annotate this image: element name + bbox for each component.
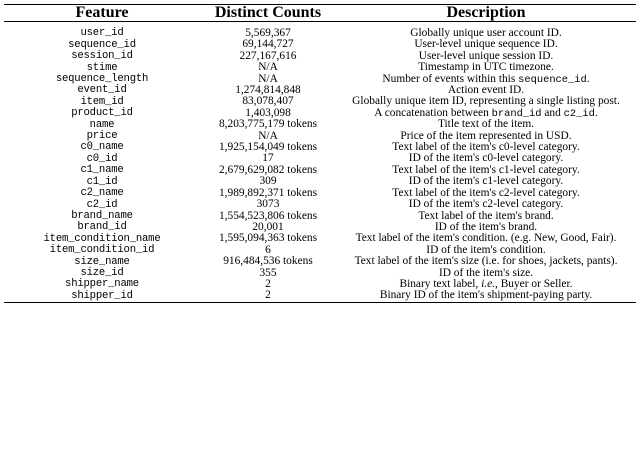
distinct-counts-cell: 1,403,098 <box>245 106 291 119</box>
distinct-counts-cell: 355 <box>259 266 277 279</box>
distinct-counts-cell: 17 <box>262 152 274 165</box>
feature-name-cell: c0_id <box>86 152 118 165</box>
feature-name-cell: c2_name <box>80 187 124 200</box>
description-cell: Number of events within this sequence_id. <box>382 72 590 86</box>
description-cell: Text label of the item's c1-level category. <box>392 163 580 176</box>
feature-name-cell: c1_id <box>86 175 118 188</box>
description-cell: Binary text label, i.e., Buyer or Seller. <box>399 277 573 290</box>
description-cell: Text label of the item's size (i.e. for shoes, jackets, pants). <box>354 255 618 268</box>
feature-name-cell: event_id <box>77 84 127 97</box>
table-row <box>4 62 636 73</box>
feature-name-cell: size_name <box>74 255 130 268</box>
feature-name-cell: item_condition_id <box>49 244 155 257</box>
distinct-counts-cell: 83,078,407 <box>242 95 294 108</box>
table-body <box>4 28 636 302</box>
distinct-counts-cell: 1,595,094,363 tokens <box>218 232 318 245</box>
description-cell: User-level unique session ID. <box>418 49 554 62</box>
table-row <box>4 199 636 210</box>
distinct-counts-cell: 6 <box>265 243 271 256</box>
column-header-distinct-counts: Distinct Counts <box>214 4 322 21</box>
description-cell: Timestamp in UTC timezone. <box>418 61 554 74</box>
feature-name-cell: brand_id <box>77 221 127 234</box>
description-cell: ID of the item's c2-level category. <box>408 198 564 211</box>
table-row <box>4 256 636 267</box>
feature-name-cell: c2_id <box>86 198 118 211</box>
feature-name-cell: sequence_id <box>68 38 136 51</box>
description-cell: Price of the item represented in USD. <box>400 129 572 142</box>
feature-name-cell: item_condition_name <box>43 232 161 245</box>
distinct-counts-cell: 5,569,367 <box>245 27 291 39</box>
description-cell: ID of the item's size. <box>438 266 534 279</box>
description-cell: ID of the item's condition. <box>426 243 546 256</box>
feature-name-cell: c1_name <box>80 164 124 177</box>
description-cell: Text label of the item's c2-level category. <box>392 186 580 199</box>
inline-code: c2_id <box>563 107 595 120</box>
description-cell: Text label of the item's c0-level category. <box>392 141 580 154</box>
feature-name-cell: product_id <box>71 107 133 120</box>
feature-name-cell: brand_name <box>71 209 133 222</box>
table-header-row <box>4 5 636 22</box>
distinct-counts-cell: N/A <box>258 61 278 74</box>
description-cell: User-level unique sequence ID. <box>414 38 558 51</box>
feature-name-cell: item_id <box>80 95 124 108</box>
distinct-counts-cell: 2 <box>265 277 271 290</box>
distinct-counts-cell: 1,554,523,806 tokens <box>218 209 318 222</box>
inline-code: brand_id <box>491 107 542 120</box>
column-header-feature: Feature <box>75 4 129 21</box>
table-row <box>4 108 636 119</box>
distinct-counts-cell: 8,203,775,179 tokens <box>218 118 318 131</box>
feature-name-cell: size_id <box>80 266 124 279</box>
table-bottom-rule <box>4 302 636 303</box>
distinct-counts-cell: 3073 <box>256 198 280 211</box>
description-cell: Binary ID of the item's shipment-paying party. <box>379 289 593 302</box>
feature-name-cell: session_id <box>71 50 133 63</box>
feature-name-cell: price <box>86 130 118 143</box>
distinct-counts-cell: N/A <box>258 72 278 85</box>
distinct-counts-cell: 1,274,814,848 <box>235 84 301 97</box>
description-cell: A concatenation between brand_id and c2_id. <box>374 106 598 120</box>
feature-name-cell: shipper_id <box>71 289 133 302</box>
description-cell: Globally unique item ID, representing a single listing post. <box>352 95 620 108</box>
table-row <box>4 74 636 85</box>
feature-name-cell: user_id <box>80 27 124 40</box>
feature-name-cell: c0_name <box>80 141 124 154</box>
distinct-counts-cell: 20,001 <box>252 220 284 233</box>
description-cell: Text label of the item's condition. (e.g. New, Good, Fair). <box>355 232 617 245</box>
distinct-counts-cell: 2 <box>265 289 271 302</box>
description-cell: Title text of the item. <box>437 118 535 131</box>
distinct-counts-cell: 916,484,536 tokens <box>223 255 313 268</box>
distinct-counts-cell: N/A <box>258 129 278 142</box>
table-row <box>4 290 636 302</box>
description-cell: ID of the item's brand. <box>434 220 538 233</box>
distinct-counts-cell: 309 <box>259 175 277 188</box>
feature-name-cell: shipper_name <box>65 278 139 291</box>
table-row <box>4 211 636 222</box>
distinct-counts-cell: 2,679,629,082 tokens <box>218 163 318 176</box>
description-cell: Globally unique user account ID. <box>410 27 562 39</box>
column-header-description: Description <box>446 4 526 21</box>
description-cell: Action event ID. <box>447 84 525 97</box>
table-row <box>4 233 636 244</box>
distinct-counts-cell: 1,989,892,371 tokens <box>218 186 318 199</box>
feature-name-cell: sequence_length <box>55 73 149 86</box>
description-cell: Text label of the item's brand. <box>418 209 554 222</box>
table-row <box>4 119 636 130</box>
feature-name-cell: name <box>89 118 115 131</box>
description-cell: ID of the item's c1-level category. <box>408 175 564 188</box>
distinct-counts-cell: 69,144,727 <box>242 38 294 51</box>
feature-name-cell: stime <box>86 61 118 74</box>
distinct-counts-cell: 227,167,616 <box>239 49 297 62</box>
inline-emphasis: i.e. <box>481 277 495 290</box>
distinct-counts-cell: 1,925,154,049 tokens <box>218 141 318 154</box>
feature-table <box>4 4 636 303</box>
table-row <box>4 176 636 187</box>
description-cell: ID of the item's c0-level category. <box>408 152 564 165</box>
inline-code: sequence_id <box>518 73 587 86</box>
